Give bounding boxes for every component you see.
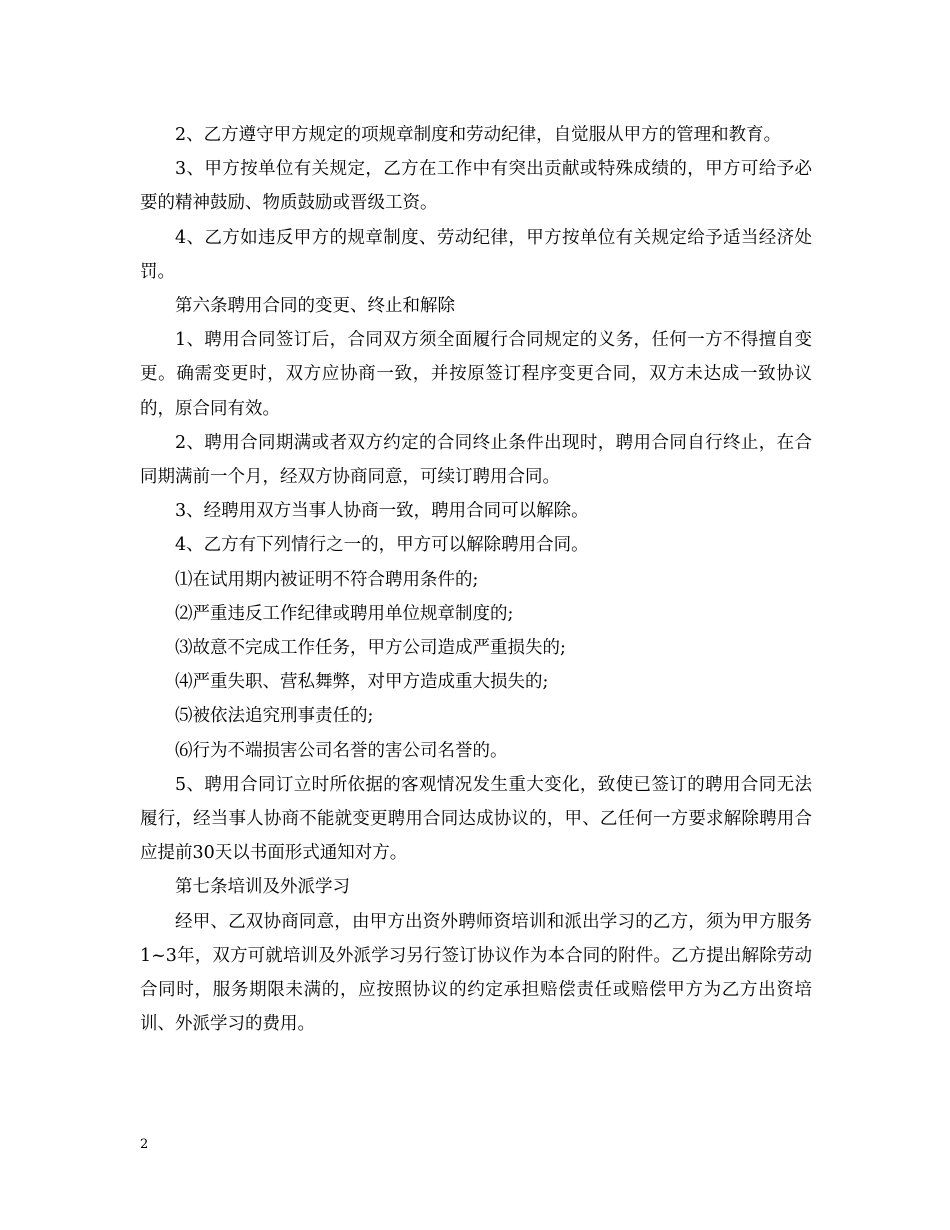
list-item-condition-6: ⑹行为不端损害公司名誉的害公司名誉的。	[175, 740, 508, 761]
paragraph-article6-item1: 1、聘用合同签订后，合同双方须全面履行合同规定的义务，任何一方不得擅自变更。确需变更时，双方应协商一致，并按原签订程序变更合同，双方未达成一致协议的，原合同有效。	[140, 330, 812, 419]
paragraph-article5-item2: 2、乙方遵守甲方规定的项规章制度和劳动纪律，自觉服从甲方的管理和教育。	[175, 125, 782, 145]
heading-article6: 第六条聘用合同的变更、终止和解除	[175, 296, 455, 317]
paragraph-article6-item4: 4、乙方有下列情行之一的，甲方可以解除聘用合同。	[175, 535, 589, 556]
list-item-condition-1: ⑴在试用期内被证明不符合聘用条件的;	[175, 569, 479, 590]
list-item-condition-4: ⑷严重失职、营私舞弊，对甲方造成重大损失的;	[175, 672, 549, 693]
page-number: 2	[140, 1137, 149, 1152]
paragraph-article5-item3: 3、甲方按单位有关规定，乙方在工作中有突出贡献或特殊成绩的，甲方可给予必要的精神鼓励、物质鼓励或晋级工资。	[140, 159, 812, 214]
paragraph-article6-item5: 5、聘用合同订立时所依据的客观情况发生重大变化，致使已签订的聘用合同无法履行，经当事人协商不能就变更聘用合同达成协议的，甲、乙任何一方要求解除聘用合应提前30天以书面形式通知对方。	[140, 774, 812, 864]
paragraph-article7-body: 经甲、乙双协商同意，由甲方出资外聘师资培训和派出学习的乙方，须为甲方服务1~3年，双方可就培训及外派学习另行签订协议作为本合同的附件。乙方提出解除劳动合同时，服务期限未满的，应按照协议的约定承担赔偿责任或赔偿甲方为乙方出资培训、外派学习的费用。	[140, 911, 812, 1035]
paragraph-article6-item3: 3、经聘用双方当事人协商一致，聘用合同可以解除。	[175, 501, 589, 522]
list-item-condition-2: ⑵严重违反工作纪律或聘用单位规章制度的;	[175, 603, 514, 624]
paragraph-article5-item4: 4、乙方如违反甲方的规章制度、劳动纪律，甲方按单位有关规定给予适当经济处罚。	[140, 227, 812, 282]
paragraph-article6-item2: 2、聘用合同期满或者双方约定的合同终止条件出现时，聘用合同自行终止，在合同期满前一个月，经双方协商同意，可续订聘用合同。	[140, 432, 812, 488]
document-body	[140, 118, 812, 1041]
heading-article7: 第七条培训及外派学习	[175, 877, 350, 898]
list-item-condition-5: ⑸被依法追究刑事责任的;	[175, 706, 374, 727]
list-item-condition-3: ⑶故意不完成工作任务，甲方公司造成严重损失的;	[175, 638, 566, 659]
